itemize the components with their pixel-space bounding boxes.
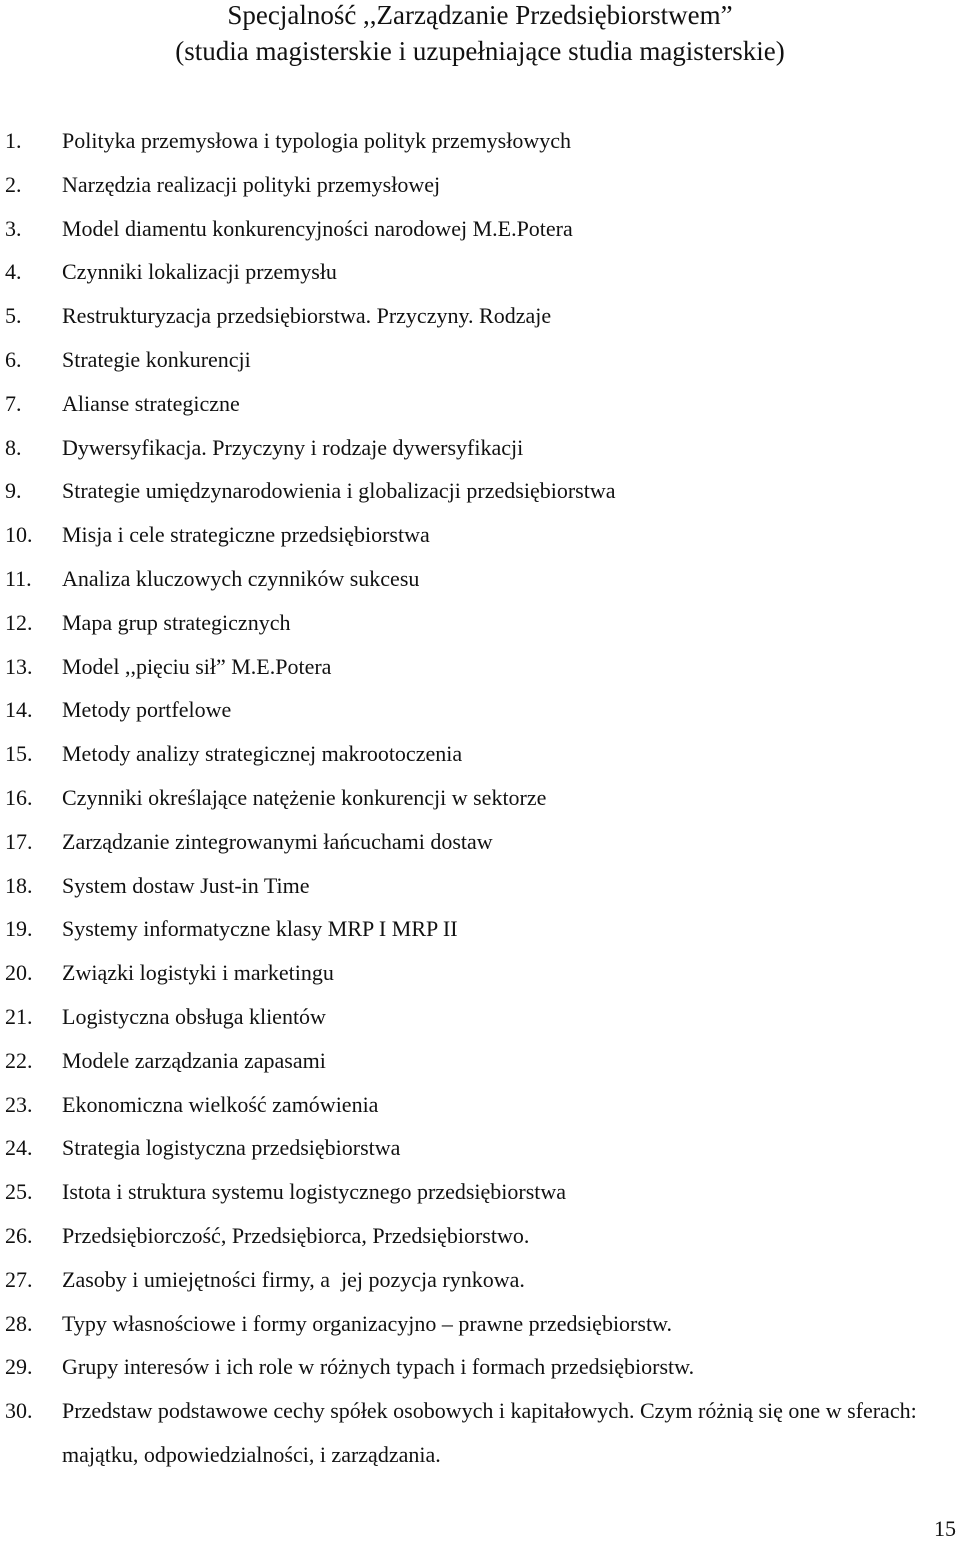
page-number: 15 <box>934 1516 956 1541</box>
list-item <box>0 125 960 169</box>
item-number: 20. <box>5 960 33 986</box>
item-number: 2. <box>5 171 22 197</box>
item-text: Systemy informatyczne klasy MRP I MRP II <box>62 916 458 942</box>
item-number: 26. <box>5 1222 33 1248</box>
item-text: Zasoby i umiejętności firmy, a jej pozycja rynkowa. <box>62 1266 525 1292</box>
item-text: Alianse strategiczne <box>62 390 240 416</box>
list-item <box>0 344 960 388</box>
item-text: Grupy interesów i ich role w różnych typach i formach przedsiębiorstw. <box>62 1354 695 1380</box>
item-number: 16. <box>5 784 33 810</box>
list-item <box>0 169 960 213</box>
item-text: Zarządzanie zintegrowanymi łańcuchami dostaw <box>62 828 493 854</box>
list-item <box>0 738 960 782</box>
item-number: 24. <box>5 1135 33 1161</box>
item-text: Istota i struktura systemu logistycznego przedsiębiorstwa <box>62 1179 567 1205</box>
item-text: Typy własnościowe i formy organizacyjno – prawne przedsiębiorstw. <box>62 1310 673 1336</box>
list-item <box>0 388 960 432</box>
item-number: 4. <box>5 259 22 285</box>
list-item <box>0 1308 960 1352</box>
item-text: Analiza kluczowych czynników sukcesu <box>62 565 420 591</box>
item-text: Przedsiębiorczość, Przedsiębiorca, Przedsiębiorstwo. <box>62 1222 530 1248</box>
item-number: 7. <box>5 390 22 416</box>
item-number: 1. <box>5 128 22 153</box>
list-item <box>0 213 960 257</box>
list-item <box>0 300 960 344</box>
item-text: Narzędzia realizacji polityki przemysłowej <box>62 171 441 197</box>
item-text: Restrukturyzacja przedsiębiorstwa. Przyczyny. Rodzaje <box>62 303 552 329</box>
title-block <box>0 0 960 69</box>
item-text: Modele zarządzania zapasami <box>62 1047 326 1073</box>
item-number: 13. <box>5 653 33 679</box>
item-number: 14. <box>5 697 33 723</box>
list-item <box>0 1001 960 1045</box>
list-item <box>0 782 960 826</box>
item-text: Model diamentu konkurencyjności narodowej M.E.Potera <box>62 215 573 241</box>
item-text: Przedstaw podstawowe cechy spółek osobowych i kapitałowych. Czym różnią się one w sferach: majątku, odpowiedzialności, i zarządzania. <box>62 1398 917 1468</box>
list-item <box>0 1395 960 1485</box>
item-text: Dywersyfikacja. Przyczyny i rodzaje dywersyfikacji <box>62 434 524 460</box>
list-item <box>0 256 960 300</box>
list-item <box>0 432 960 476</box>
item-number: 10. <box>5 522 33 548</box>
list-item <box>0 1045 960 1089</box>
item-number: 15. <box>5 741 33 767</box>
item-number: 18. <box>5 872 33 898</box>
list-item <box>0 563 960 607</box>
item-number: 30. <box>5 1398 33 1424</box>
item-text: Metody analizy strategicznej makrootoczenia <box>62 741 463 767</box>
list-item <box>0 475 960 519</box>
list-item <box>0 694 960 738</box>
item-number: 11. <box>5 565 32 591</box>
item-text: Misja i cele strategiczne przedsiębiorstwa <box>62 522 430 548</box>
item-number: 22. <box>5 1047 33 1073</box>
list-item <box>0 957 960 1001</box>
list-item <box>0 913 960 957</box>
topic-list <box>0 125 960 1485</box>
page-title: Specjalność ,,Zarządzanie Przedsiębiorstwem” <box>227 0 733 30</box>
item-text: Logistyczna obsługa klientów <box>62 1003 326 1029</box>
list-item <box>0 870 960 914</box>
list-item <box>0 1132 960 1176</box>
item-number: 19. <box>5 916 33 942</box>
item-text: System dostaw Just-in Time <box>62 872 310 898</box>
page-subtitle: (studia magisterskie i uzupełniające studia magisterskie) <box>175 36 785 66</box>
item-number: 25. <box>5 1179 33 1205</box>
item-number: 9. <box>5 478 22 504</box>
item-number: 21. <box>5 1003 33 1029</box>
list-item <box>0 1220 960 1264</box>
item-number: 12. <box>5 609 33 635</box>
item-number: 29. <box>5 1354 33 1380</box>
item-number: 23. <box>5 1091 33 1117</box>
item-text: Strategie konkurencji <box>62 346 251 372</box>
item-number: 17. <box>5 828 33 854</box>
item-text: Polityka przemysłowa i typologia polityk przemysłowych <box>62 128 571 153</box>
list-item <box>0 607 960 651</box>
item-number: 28. <box>5 1310 33 1336</box>
item-text: Strategia logistyczna przedsiębiorstwa <box>62 1135 401 1161</box>
item-text: Strategie umiędzynarodowienia i globalizacji przedsiębiorstwa <box>62 478 616 504</box>
item-text: Mapa grup strategicznych <box>62 609 291 635</box>
list-item <box>0 519 960 563</box>
item-text: Ekonomiczna wielkość zamówienia <box>62 1091 379 1117</box>
list-item <box>0 1264 960 1308</box>
item-text: Czynniki określające natężenie konkurencji w sektorze <box>62 784 547 810</box>
item-number: 3. <box>5 215 22 241</box>
item-text: Związki logistyki i marketingu <box>62 960 334 986</box>
item-text: Czynniki lokalizacji przemysłu <box>62 259 337 285</box>
item-number: 8. <box>5 434 22 460</box>
item-number: 6. <box>5 346 22 372</box>
item-text: Model ,,pięciu sił” M.E.Potera <box>62 653 332 679</box>
item-number: 27. <box>5 1266 33 1292</box>
list-item <box>0 1176 960 1220</box>
item-text: Metody portfelowe <box>62 697 232 723</box>
item-number: 5. <box>5 303 22 329</box>
list-item <box>0 1089 960 1133</box>
list-item <box>0 826 960 870</box>
list-item <box>0 651 960 695</box>
